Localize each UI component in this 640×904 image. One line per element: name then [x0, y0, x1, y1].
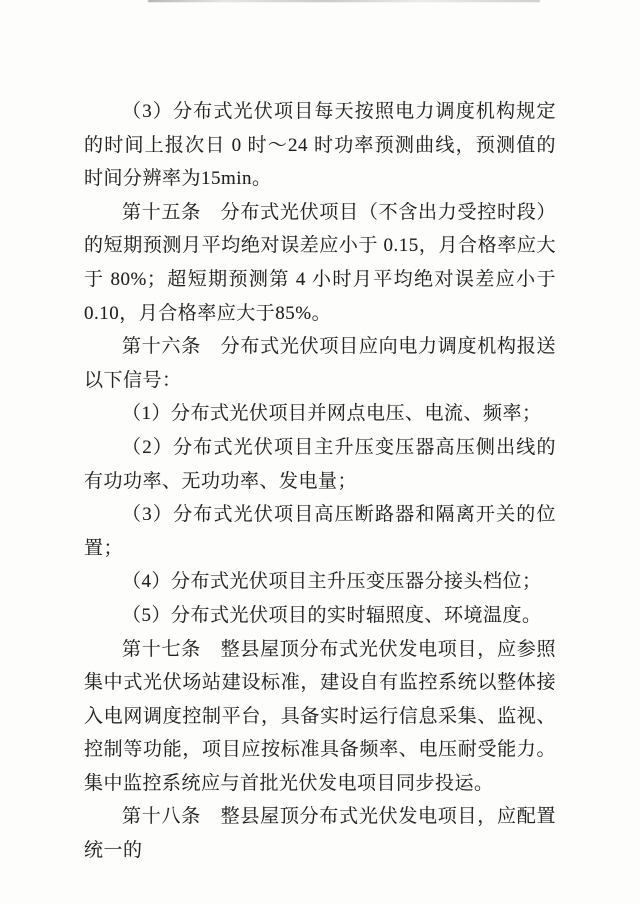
paragraph-item-3-power-forecast: （3）分布式光伏项目每天按照电力调度机构规定的时间上报次日 0 时～24 时功率预测曲线，预测值的时间分辨率为15min。 [84, 101, 556, 190]
document-body [84, 95, 556, 868]
scan-artifact-line [148, 0, 540, 2]
paragraph-signal-4: （4）分布式光伏项目主升压变压器分接头档位； [122, 571, 542, 593]
paragraph-signal-1: （1）分布式光伏项目并网点电压、电流、频率； [122, 403, 542, 425]
paragraph-signal-3: （3）分布式光伏项目高压断路器和隔离开关的位置； [84, 504, 556, 559]
paragraph-signal-5: （5）分布式光伏项目的实时辐照度、环境温度。 [122, 604, 542, 626]
paragraph-article-18: 第十八条 整县屋顶分布式光伏发电项目，应配置统一的 [84, 806, 556, 862]
paragraph-article-17: 第十七条 整县屋顶分布式光伏发电项目，应参照集中式光伏场站建设标准，建设自有监控系统以整体接入电网调度控制平台，具备实时运行信息采集、监视、控制等功能，项目应按标准具备频率、电压耐受能力。集中监控系统应与首批光伏发电项目同步投运。 [84, 638, 556, 794]
paragraph-signal-2: （2）分布式光伏项目主升压变压器高压侧出线的有功功率、无功功率、发电量； [84, 436, 556, 492]
paragraph-article-16: 第十六条 分布式光伏项目应向电力调度机构报送以下信号： [84, 336, 556, 391]
paragraph-article-15: 第十五条 分布式光伏项目（不含出力受控时段）的短期预测月平均绝对误差应小于 0.15，月合格率应大于 80%；超短期预测第 4 小时月平均绝对误差应小于 0.10，月合格率应大于85%。 [84, 201, 556, 324]
